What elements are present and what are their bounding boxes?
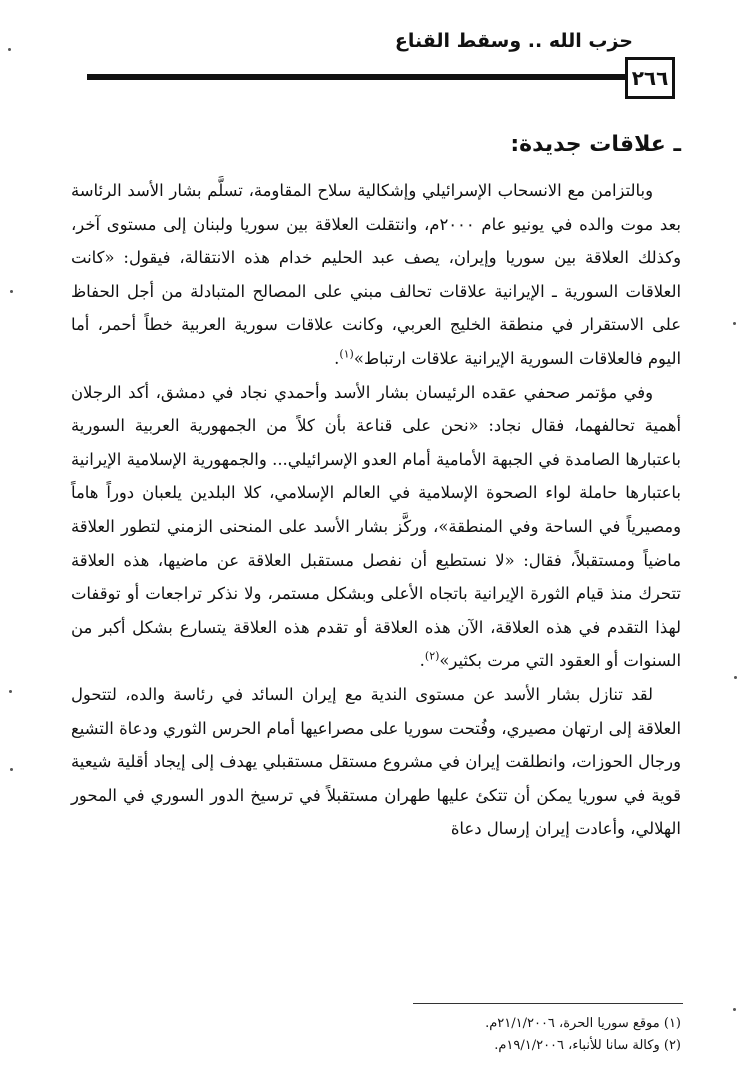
footnote-rule (413, 1003, 683, 1004)
section-heading: ـ علاقات جديدة: (510, 132, 681, 157)
scan-speck (10, 290, 13, 293)
running-header: حزب الله .. وسقط القناع (394, 30, 633, 52)
paragraph-3 (71, 678, 681, 846)
scan-speck (733, 1008, 736, 1011)
paragraph-tail: . (334, 348, 340, 368)
footnote-1: (١) موقع سوريا الحرة، ٢١/١/٢٠٠٦م. (485, 1016, 681, 1031)
footnote-ref[interactable]: (٢) (424, 649, 440, 663)
paragraph-2 (71, 376, 681, 678)
paragraph-text: وفي مؤتمر صحفي عقده الرئيسان بشار الأسد وأحمدي نجاد في دمشق، أكد الرجلان أهمية تحالفهما، فقال نجاد: «نحن على قناعة بأن كلاً من الجمهورية العربية السورية باعتبارها الصامدة في الجبهة الأمامية أمام العدو الإسرائيلي... والجمهورية الإسلامية الإيرانية باعتبارها حاملة لواء الصحوة الإسلامية في العالم الإسلامي، كلا البلدين يلعبان دوراً هاماً ومصيرياً في الساحة وفي المنطقة»، وركَّز بشار الأسد على المنحنى الزمني لتطور العلاقة ماضياً ومستقبلاً، فقال: «لا نستطيع أن نفصل مستقبل العلاقة عن ماضيها، هذه العلاقة تتحرك منذ قيام الثورة الإيرانية باتجاه الأعلى وبشكل مستمر، ولا نذكر تراجعات أو توقفات لهذا التقدم في هذه العلاقة، الآن هذه العلاقة أو تقدم هذه العلاقة يتسارع بشكل أكبر من السنوات أو العقود التي مرت بكثير» (71, 382, 681, 671)
paragraph-tail: . (419, 651, 425, 671)
footnote-2: (٢) وكالة سانا للأنباء، ١٩/١/٢٠٠٦م. (494, 1038, 681, 1053)
scan-speck (733, 322, 736, 325)
footnotes (61, 1013, 681, 1057)
scan-speck (10, 768, 13, 771)
body-text (71, 174, 681, 846)
scan-speck (734, 676, 737, 679)
paragraph-text: لقد تنازل بشار الأسد عن مستوى الندية مع إيران السائد في رئاسة والده، لتتحول العلاقة إلى ارتهان مصيري، وفُتحت سوريا على مصراعيها أمام الحرس الثوري ودعاة التشيع ورجال الحوزات، وانطلقت إيران في مشروع مستقل مستقبلي يهدف إلى إيجاد أقلية شيعية قوية في سوريا يمكن أن تتكئ عليها طهران مستقبلاً في ترسيخ الدور السوري في المحور الهلالي، وأعادت إيران إرسال دعاة (71, 684, 681, 839)
footnote-ref[interactable]: (١) (339, 347, 354, 361)
page-number: ٢٦٦ (625, 57, 675, 99)
header-rule (87, 74, 643, 80)
paragraph-1 (71, 174, 681, 376)
paragraph-text: وبالتزامن مع الانسحاب الإسرائيلي وإشكالية سلاح المقاومة، تسلَّم بشار الأسد الرئاسة بعد موت والده في يونيو عام ٢٠٠٠م، وانتقلت العلاقة بين سوريا ولبنان إلى مستوى آخر، وكذلك العلاقة بين سوريا وإيران، يصف عبد الحليم خدام هذه الانتقالة، فيقول: «كانت العلاقات السورية ـ الإيرانية علاقات تحالف مبني على المصالح المتبادلة من أجل الحفاظ على الاستقرار في منطقة الخليج العربي، وكانت علاقات سورية العربية خطاً أحمر، أما اليوم فالعلاقات السورية الإيرانية علاقات ارتباط» (71, 181, 681, 368)
scan-speck (9, 690, 12, 693)
scan-speck (8, 48, 11, 51)
